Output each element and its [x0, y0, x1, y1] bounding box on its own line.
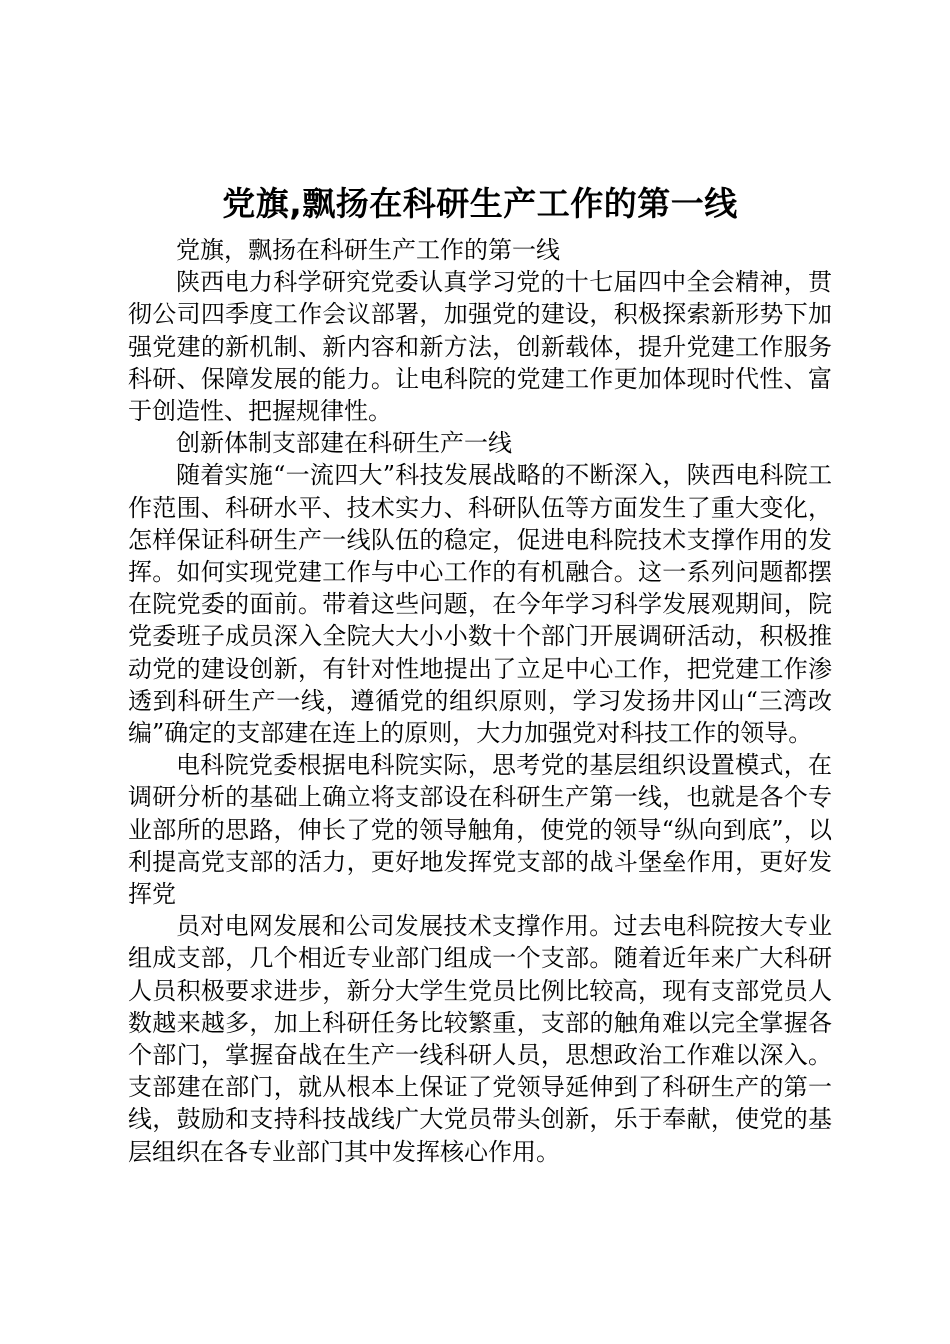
paragraph-section-heading: 创新体制支部建在科研生产一线: [176, 429, 512, 458]
paragraph-member-role: 员对电网发展和公司发展技术支撑作用。过去电科院按大专业组成支部，几个相近专业部门组成一个支部。随着近年来广大科研人员积极要求进步，新分大学生党员比例比较高，现有支部党员人数越来越多，加上科研任务比较繁重，支部的触角难以完全掌握各个部门，掌握奋战在生产一线科研人员，思想政治工作难以深入。支部建在部门，就从根本上保证了党领导延伸到了科研生产的第一线，鼓励和支持科技战线广大党员带头创新，乐于奉献，使党的基层组织在各专业部门其中发挥核心作用。: [128, 912, 832, 1166]
paragraph-branch-setup: 电科院党委根据电科院实际，思考党的基层组织设置模式，在调研分析的基础上确立将支部设在科研生产第一线，也就是各个专业部所的思路，伸长了党的领导触角，使党的领导“纵向到底”，以利提高党支部的活力，更好地发挥党支部的战斗堡垒作用，更好发挥党: [128, 751, 832, 909]
document-page: [128, 0, 832, 1344]
paragraph-subtitle: 党旗，飘扬在科研生产工作的第一线: [176, 236, 560, 264]
document-body: [128, 234, 832, 1168]
paragraph-background: 随着实施“一流四大”科技发展战略的不断深入，陕西电科院工作范围、科研水平、技术实力、科研队伍等方面发生了重大变化，怎样保证科研生产一线队伍的稳定，促进电科院技术支撑作用的发挥。如何实现党建工作与中心工作的有机融合。这一系列问题都摆在院党委的面前。带着这些问题，在今年学习科学发展观期间，院党委班子成员深入全院大大小小数十个部门开展调研活动，积极推动党的建设创新，有针对性地提出了立足中心工作，把党建工作渗透到科研生产一线，遵循党的组织原则，学习发扬井冈山“三湾改编”确定的支部建在连上的原则，大力加强党对科技工作的领导。: [128, 461, 832, 748]
paragraph-intro: 陕西电力科学研究党委认真学习党的十七届四中全会精神，贯彻公司四季度工作会议部署，加强党的建设，积极探索新形势下加强党建的新机制、新内容和新方法，创新载体，提升党建工作服务科研、保障发展的能力。让电科院的党建工作更加体现时代性、富于创造性、把握规律性。: [128, 268, 832, 426]
document-title: 党旗,飘扬在科研生产工作的第一线: [222, 184, 738, 223]
